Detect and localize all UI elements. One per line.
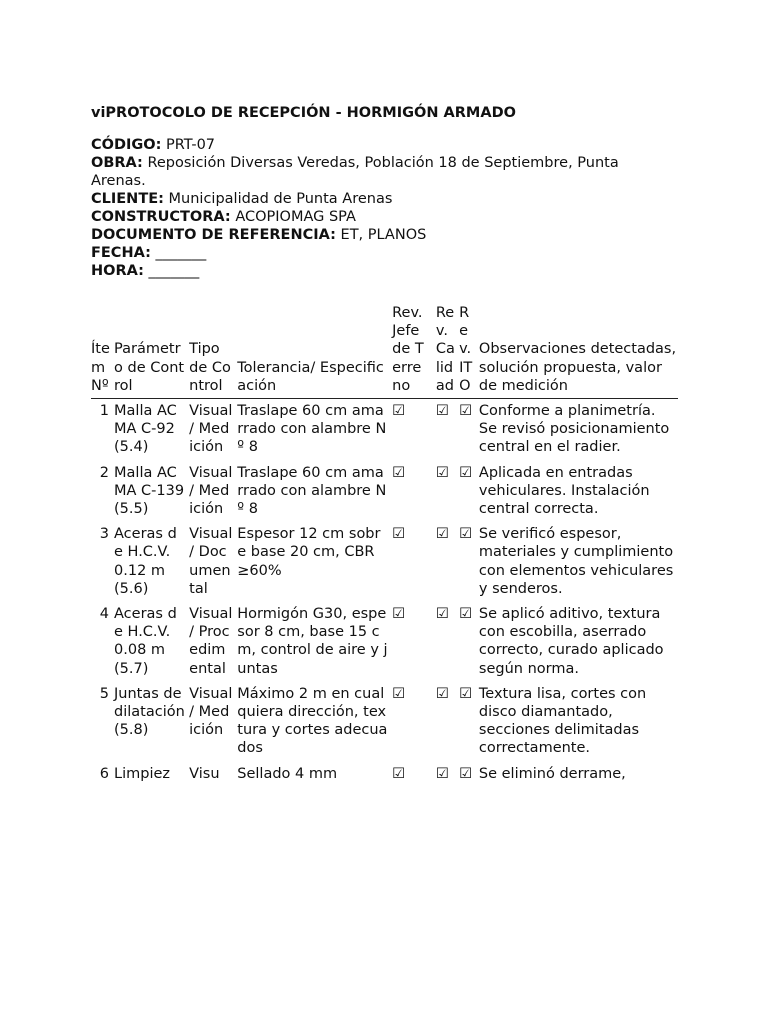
table-header-row [91, 304, 678, 399]
cell-item: 6 [99, 765, 110, 782]
field-value: ACOPIOMAG SPA [235, 209, 356, 225]
checkbox-rev-jefe[interactable]: ☑ [392, 526, 406, 543]
checkbox-rev-ito[interactable]: ☑ [459, 765, 473, 782]
header-parametro: Parámetro de Control [114, 304, 185, 399]
cell-item: 4 [99, 606, 110, 623]
cell-observaciones: Se verificó espesor, materiales y cumplimiento con elementos vehiculares y senderos. [478, 526, 674, 597]
field-obra [91, 154, 678, 190]
checkbox-rev-jefe[interactable]: ☑ [392, 464, 406, 481]
cell-parametro: Malla ACMA C-139 (5.5) [114, 464, 185, 518]
cell-tolerancia: Traslape 60 cm amarrado con alambre Nº 8 [237, 403, 387, 456]
table-header [91, 304, 678, 399]
cell-observaciones: Se aplicó aditivo, textura con escobilla, aserrado correcto, curado aplicado según norma. [478, 606, 664, 677]
cell-item: 1 [99, 403, 110, 420]
cell-tipo: Visu [189, 765, 220, 782]
header-tolerancia: Tolerancia/ Especificación [233, 304, 388, 399]
cell-tipo: Visual / Procedimental [189, 606, 233, 677]
header-tipo: Tipo de Control [185, 304, 233, 399]
checkbox-rev-ito[interactable]: ☑ [459, 403, 473, 420]
control-table [91, 304, 678, 787]
document-page [91, 104, 678, 787]
cell-parametro: Malla ACMA C-92 (5.4) [114, 403, 177, 456]
cell-tolerancia: Traslape 60 cm amarrado con alambre Nº 8 [237, 464, 387, 518]
cell-observaciones: Aplicada en entradas vehiculares. Instalación central correcta. [478, 464, 650, 518]
field-value: Reposición Diversas Veredas, Población 18 de Septiembre, Punta Arenas. [91, 155, 619, 189]
field-label: DOCUMENTO DE REFERENCIA: [91, 227, 336, 243]
cell-tolerancia: Hormigón G30, espesor 8 cm, base 15 cm, control de aire y juntas [237, 606, 388, 677]
checkbox-rev-calidad[interactable]: ☑ [435, 606, 449, 623]
checkbox-rev-jefe[interactable]: ☑ [392, 765, 406, 782]
table-body [91, 399, 678, 787]
cell-parametro: Limpiez [114, 765, 171, 782]
field-constructora [91, 208, 678, 226]
cell-parametro: Juntas de dilatación (5.8) [114, 685, 185, 739]
cell-tipo: Visual / Medición [189, 464, 233, 518]
header-rev-ito: Rev. ITO [455, 304, 474, 399]
field-label: HORA: [91, 263, 144, 279]
checkbox-rev-calidad[interactable]: ☑ [435, 685, 449, 702]
field-label: OBRA: [91, 155, 143, 171]
checkbox-rev-calidad[interactable]: ☑ [435, 464, 449, 481]
table-row [91, 461, 678, 523]
cell-tolerancia: Sellado 4 mm [237, 765, 338, 782]
cell-parametro: Aceras de H.C.V. 0.12 m (5.6) [114, 526, 177, 597]
checkbox-rev-jefe[interactable]: ☑ [392, 685, 406, 702]
field-cliente [91, 190, 678, 208]
table-row [91, 602, 678, 682]
document-title: viPROTOCOLO DE RECEPCIÓN - HORMIGÓN ARMADO [91, 105, 516, 121]
checkbox-rev-ito[interactable]: ☑ [459, 464, 473, 481]
checkbox-rev-ito[interactable]: ☑ [459, 526, 473, 543]
field-value: _______ [155, 245, 207, 261]
table-row [91, 682, 678, 762]
document-header-fields [91, 136, 678, 280]
cell-tipo: Visual / Medición [189, 685, 233, 739]
cell-tipo: Visual / Documental [189, 526, 233, 597]
checkbox-rev-ito[interactable]: ☑ [459, 685, 473, 702]
field-label: FECHA: [91, 245, 151, 261]
checkbox-rev-calidad[interactable]: ☑ [435, 403, 449, 420]
cell-item: 5 [99, 685, 110, 702]
header-observaciones: Observaciones detectadas, solución propuesta, valor de medición [474, 304, 678, 399]
field-fecha [91, 244, 678, 262]
field-label: CÓDIGO: [91, 137, 162, 153]
checkbox-rev-ito[interactable]: ☑ [459, 606, 473, 623]
cell-observaciones: Se eliminó derrame, [478, 765, 626, 782]
cell-tolerancia: Espesor 12 cm sobre base 20 cm, CBR ≥60% [237, 526, 381, 579]
field-documento-referencia [91, 226, 678, 244]
cell-tolerancia: Máximo 2 m en cualquiera dirección, textura y cortes adecuados [237, 685, 388, 757]
field-value: Municipalidad de Punta Arenas [168, 191, 393, 207]
checkbox-rev-calidad[interactable]: ☑ [435, 526, 449, 543]
checkbox-rev-calidad[interactable]: ☑ [435, 765, 449, 782]
field-label: CONSTRUCTORA: [91, 209, 231, 225]
checkbox-rev-jefe[interactable]: ☑ [392, 403, 406, 420]
cell-item: 2 [99, 464, 110, 481]
field-label: CLIENTE: [91, 191, 164, 207]
field-hora [91, 262, 678, 280]
cell-item: 3 [99, 526, 110, 543]
header-rev-jefe: Rev. Jefe de Terreno [388, 304, 428, 399]
field-codigo [91, 136, 678, 154]
field-value: PRT-07 [166, 137, 216, 153]
field-value: ET, PLANOS [340, 227, 427, 243]
field-value: _______ [148, 263, 200, 279]
cell-tipo: Visual / Medición [189, 403, 233, 456]
cell-observaciones: Conforme a planimetría. Se revisó posicionamiento central en el radier. [478, 403, 670, 456]
table-row [91, 399, 678, 461]
checkbox-rev-jefe[interactable]: ☑ [392, 606, 406, 623]
header-item: Ítem Nº [91, 304, 114, 399]
table-row [91, 522, 678, 602]
cell-observaciones: Textura lisa, cortes con disco diamantado, secciones delimitadas correctamente. [478, 685, 647, 757]
cell-parametro: Aceras de H.C.V. 0.08 m (5.7) [114, 606, 177, 677]
header-rev-calidad: Rev. Calidad [428, 304, 455, 399]
table-row [91, 762, 678, 787]
